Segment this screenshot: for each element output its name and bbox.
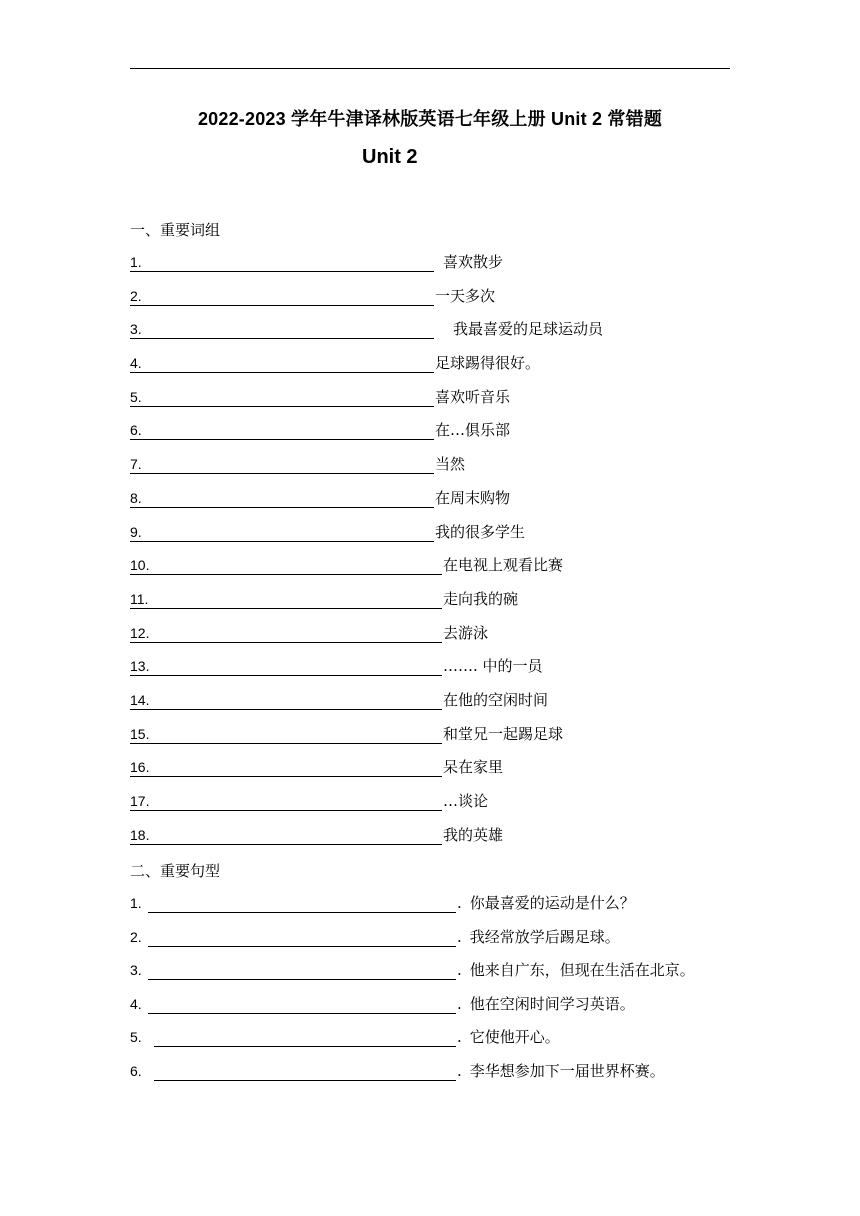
fill-blank[interactable]: 7. (130, 455, 434, 474)
sentence-number: 1. (130, 895, 142, 911)
list-item (130, 792, 603, 826)
fill-blank[interactable]: 11. (130, 590, 442, 609)
list-item (130, 725, 603, 759)
sentence-meaning: 你最喜爱的运动是什么？ (469, 894, 635, 912)
sentence-dot: . (457, 894, 462, 912)
list-item (130, 894, 695, 928)
sentence-meaning: 他在空闲时间学习英语。 (469, 994, 635, 1013)
fill-blank[interactable] (148, 995, 456, 1014)
list-item (130, 1062, 695, 1096)
phrase-meaning: 在电视上观看比赛 (443, 556, 564, 575)
phrase-meaning: 一天多次 (435, 286, 496, 305)
phrase-meaning: 喜欢听音乐 (435, 387, 511, 406)
fill-blank[interactable]: 12. (130, 624, 442, 643)
document-subtitle: Unit 2 (362, 146, 418, 168)
list-item (130, 590, 603, 624)
fill-blank[interactable]: 3. (130, 320, 434, 339)
phrase-meaning: …谈论 (443, 792, 489, 810)
section-heading-phrases: 一、重要词组 (130, 221, 221, 239)
phrase-meaning: 足球踢得很好。 (435, 354, 541, 373)
list-item (130, 928, 695, 962)
fill-blank[interactable]: 10. (130, 556, 442, 575)
fill-blank[interactable]: 14. (130, 691, 442, 710)
phrase-meaning: 在他的空闲时间 (443, 690, 549, 709)
fill-blank[interactable]: 8. (130, 489, 434, 508)
fill-blank[interactable] (148, 928, 456, 947)
fill-blank[interactable] (148, 961, 456, 980)
phrase-meaning: 当然 (435, 455, 466, 474)
sentence-dot: . (457, 1061, 462, 1080)
fill-blank[interactable]: 2. (130, 287, 434, 306)
list-item (130, 455, 603, 489)
sentence-meaning: 李华想参加下一届世界杯赛。 (469, 1061, 665, 1080)
phrase-meaning: 喜欢散步 (443, 253, 504, 271)
sentence-number: 4. (130, 995, 142, 1012)
list-item (130, 354, 603, 388)
fill-blank[interactable]: 18. (130, 826, 442, 845)
fill-blank[interactable] (154, 1028, 456, 1047)
list-item (130, 253, 603, 287)
phrase-meaning: 走向我的碗 (443, 589, 519, 608)
list-item (130, 556, 603, 590)
phrase-meaning: ……. 中的一员 (443, 657, 543, 676)
sentence-dot: . (457, 961, 462, 980)
sentence-meaning: 他来自广东，但现在生活在北京。 (469, 961, 695, 980)
fill-blank[interactable]: 5. (130, 388, 434, 407)
fill-blank[interactable]: 9. (130, 523, 434, 542)
sentence-list (130, 894, 695, 1096)
list-item (130, 388, 603, 422)
sentence-meaning: 它使他开心。 (469, 1028, 560, 1047)
fill-blank[interactable]: 17. (130, 792, 442, 811)
phrase-meaning: 呆在家里 (443, 758, 504, 777)
fill-blank[interactable] (154, 1062, 456, 1081)
phrase-meaning: 去游泳 (443, 623, 489, 642)
sentence-dot: . (457, 994, 462, 1013)
fill-blank[interactable]: 4. (130, 354, 434, 373)
phrase-meaning: 在…俱乐部 (435, 421, 511, 440)
fill-blank[interactable]: 15. (130, 725, 442, 744)
fill-blank[interactable]: 16. (130, 758, 442, 777)
sentence-dot: . (457, 1028, 462, 1047)
list-item (130, 523, 603, 557)
fill-blank[interactable]: 1. (130, 253, 434, 272)
phrase-meaning: 我最喜爱的足球运动员 (453, 320, 604, 339)
fill-blank[interactable]: 6. (130, 421, 434, 440)
header-rule (130, 68, 730, 69)
phrase-meaning: 我的很多学生 (435, 522, 526, 541)
phrase-meaning: 在周末购物 (435, 488, 511, 507)
list-item (130, 287, 603, 321)
list-item (130, 1028, 695, 1062)
phrase-list (130, 253, 603, 859)
list-item (130, 489, 603, 523)
sentence-dot: . (457, 927, 462, 946)
fill-blank[interactable] (148, 894, 456, 913)
list-item (130, 657, 603, 691)
sentence-number: 6. (130, 1062, 142, 1079)
sentence-number: 5. (130, 1029, 142, 1046)
list-item (130, 826, 603, 860)
phrase-meaning: 和堂兄一起踢足球 (443, 724, 564, 743)
section-heading-sentences: 二、重要句型 (130, 862, 221, 880)
list-item (130, 624, 603, 658)
document-title: 2022-2023 学年牛津译林版英语七年级上册 Unit 2 常错题 (197, 109, 663, 129)
list-item (130, 961, 695, 995)
phrase-meaning: 我的英雄 (443, 825, 504, 844)
fill-blank[interactable]: 13. (130, 657, 442, 676)
sentence-meaning: 我经常放学后踢足球。 (469, 927, 620, 946)
list-item (130, 995, 695, 1029)
sentence-number: 3. (130, 962, 142, 979)
list-item (130, 691, 603, 725)
list-item (130, 758, 603, 792)
sentence-number: 2. (130, 928, 142, 945)
list-item (130, 320, 603, 354)
list-item (130, 421, 603, 455)
